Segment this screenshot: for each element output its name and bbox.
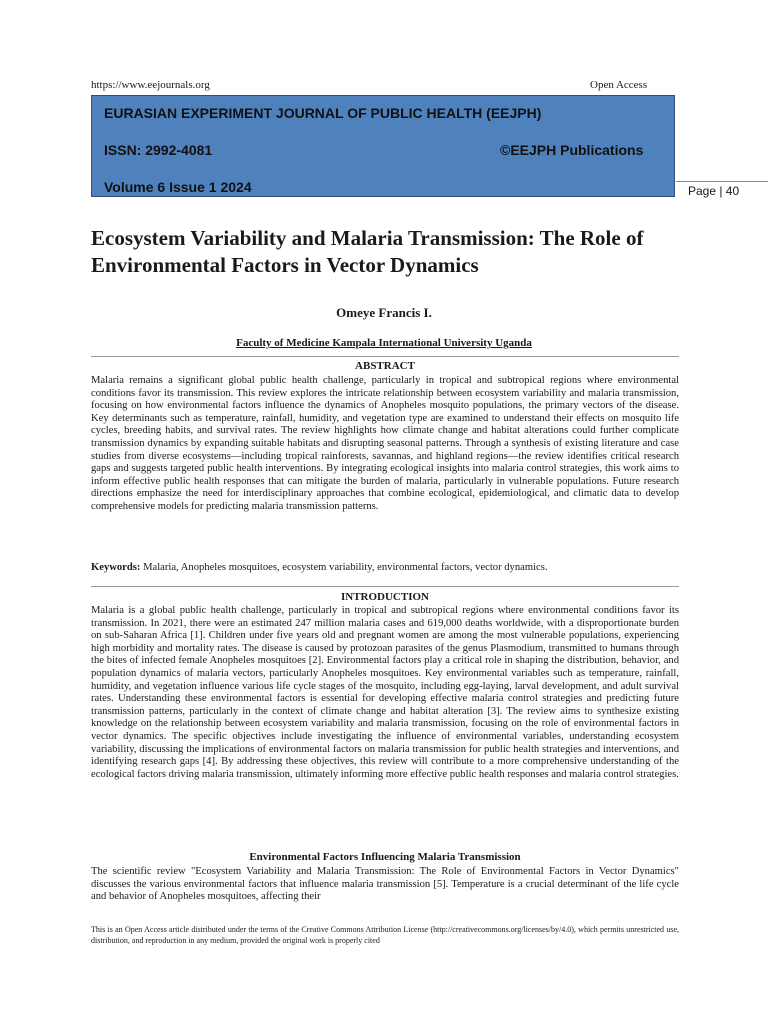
keywords-text: Malaria, Anopheles mosquitoes, ecosystem variability, environmental factors, vector dynamics.: [143, 562, 548, 573]
journal-url[interactable]: https://www.eejournals.org: [91, 79, 210, 91]
divider: [91, 356, 679, 357]
article-title: Ecosystem Variability and Malaria Transmission: The Role of Environmental Factors in Vector Dynamics: [91, 226, 644, 277]
affiliation-text: Faculty of Medicine Kampala International University Uganda: [236, 337, 532, 349]
abstract-text: Malaria remains a significant global public health challenge, particularly in tropical and subtropical regions where environmental conditions favor its transmission. This review explores the intricate relationship between ecosystem variability and malaria transmission, focusing on how environmental factors influence the dynamics of Anopheles mosquito populations, the primary vectors of the disease. Key determinants such as temperature, rainfall, humidity, and vegetation type are examined to understand their effects on mosquito life cycles, breeding habits, and survival rates. The review highlights how climate change and habitat alterations could further complicate transmission dynamics by expanding suitable habitats and disrupting seasonal patterns. Through a synthesis of existing literature and case studies from diverse ecosystems—including tropical rainforests, savannas, and highland regions—the review identifies critical research gaps and suggests targeted public health interventions. By integrating ecological insights into malaria control strategies, this work aims to inform effective public health responses that can mitigate the burden of malaria, particularly in vulnerable populations. Future research directions emphasize the need for interdisciplinary approaches that combine ecological, epidemiological, and climatic data to develop comprehensive models for predicting malaria transmission patterns.: [91, 375, 679, 512]
introduction-heading: INTRODUCTION: [340, 591, 429, 603]
issn: ISSN: 2992-4081: [104, 142, 213, 158]
volume-issue: Volume 6 Issue 1 2024: [104, 179, 252, 195]
journal-banner: [91, 95, 675, 197]
publisher: ©EEJPH Publications: [500, 142, 644, 158]
page-divider: [676, 181, 768, 182]
section-text: The scientific review "Ecosystem Variability and Malaria Transmission: The Role of Environmental Factors in Vector Dynamics" discusses the various environmental factors that influence malaria transmission [5]. Temperature is a crucial determinant of the life cycle and behavior of Anopheles mosquitoes, affecting their: [91, 866, 679, 903]
license-footer: This is an Open Access article distributed under the terms of the Creative Commons Attribution License (http://creativecommons.org/licenses/by/4.0), which permits unrestricted use, distribution, and reproduction in any medium, provided the original work is properly cited: [91, 925, 679, 945]
page-number: Page | 40: [688, 184, 740, 198]
section-heading: Environmental Factors Influencing Malaria Transmission: [249, 851, 521, 863]
author: Omeye Francis I.: [336, 305, 432, 320]
abstract-heading: ABSTRACT: [355, 360, 415, 372]
keywords-label: Keywords:: [91, 562, 141, 573]
keywords: [91, 562, 679, 575]
divider: [91, 586, 679, 587]
open-access-label: Open Access: [590, 79, 648, 91]
introduction-text: Malaria is a global public health challenge, particularly in tropical and subtropical regions where environmental conditions favor its transmission. In 2021, there were an estimated 247 million malaria cases and 619,000 deaths worldwide, with a disproportionate burden on sub-Saharan Africa [1]. Children under five years old and pregnant women are among the most vulnerable populations, experiencing high morbidity and mortality rates. The disease is caused by protozoan parasites of the genus Plasmodium, transmitted to humans through the bites of infected female Anopheles mosquitoes [2]. Environmental factors play a critical role in shaping the distribution, behavior, and population dynamics of malaria vectors, particularly Anopheles mosquitoes. Key environmental variables such as temperature, rainfall, humidity, and vegetation influence various life cycle stages of the mosquito, including egg-laying, larval development, and adult survival rates. Understanding these environmental factors is essential for developing effective malaria control strategies and predicting future transmission patterns, particularly in the context of climate change and habitat alteration [3]. The review aims to synthesize existing knowledge on the relationship between ecosystem variability and malaria transmission, focusing on the role of environmental factors in vector dynamics. The specific objectives include investigating the influence of environmental variables, understanding ecosystem variability, discussing the implications of environmental factors on malaria transmission for public health strategies and interventions, and identifying research gaps [4]. By addressing these objectives, this review will contribute to a more comprehensive understanding of the ecological factors driving malaria transmission, ultimately informing more effective public health responses and malaria control strategies.: [91, 605, 679, 780]
affiliation: [91, 337, 677, 349]
journal-name: EURASIAN EXPERIMENT JOURNAL OF PUBLIC HEALTH (EEJPH): [104, 105, 542, 121]
